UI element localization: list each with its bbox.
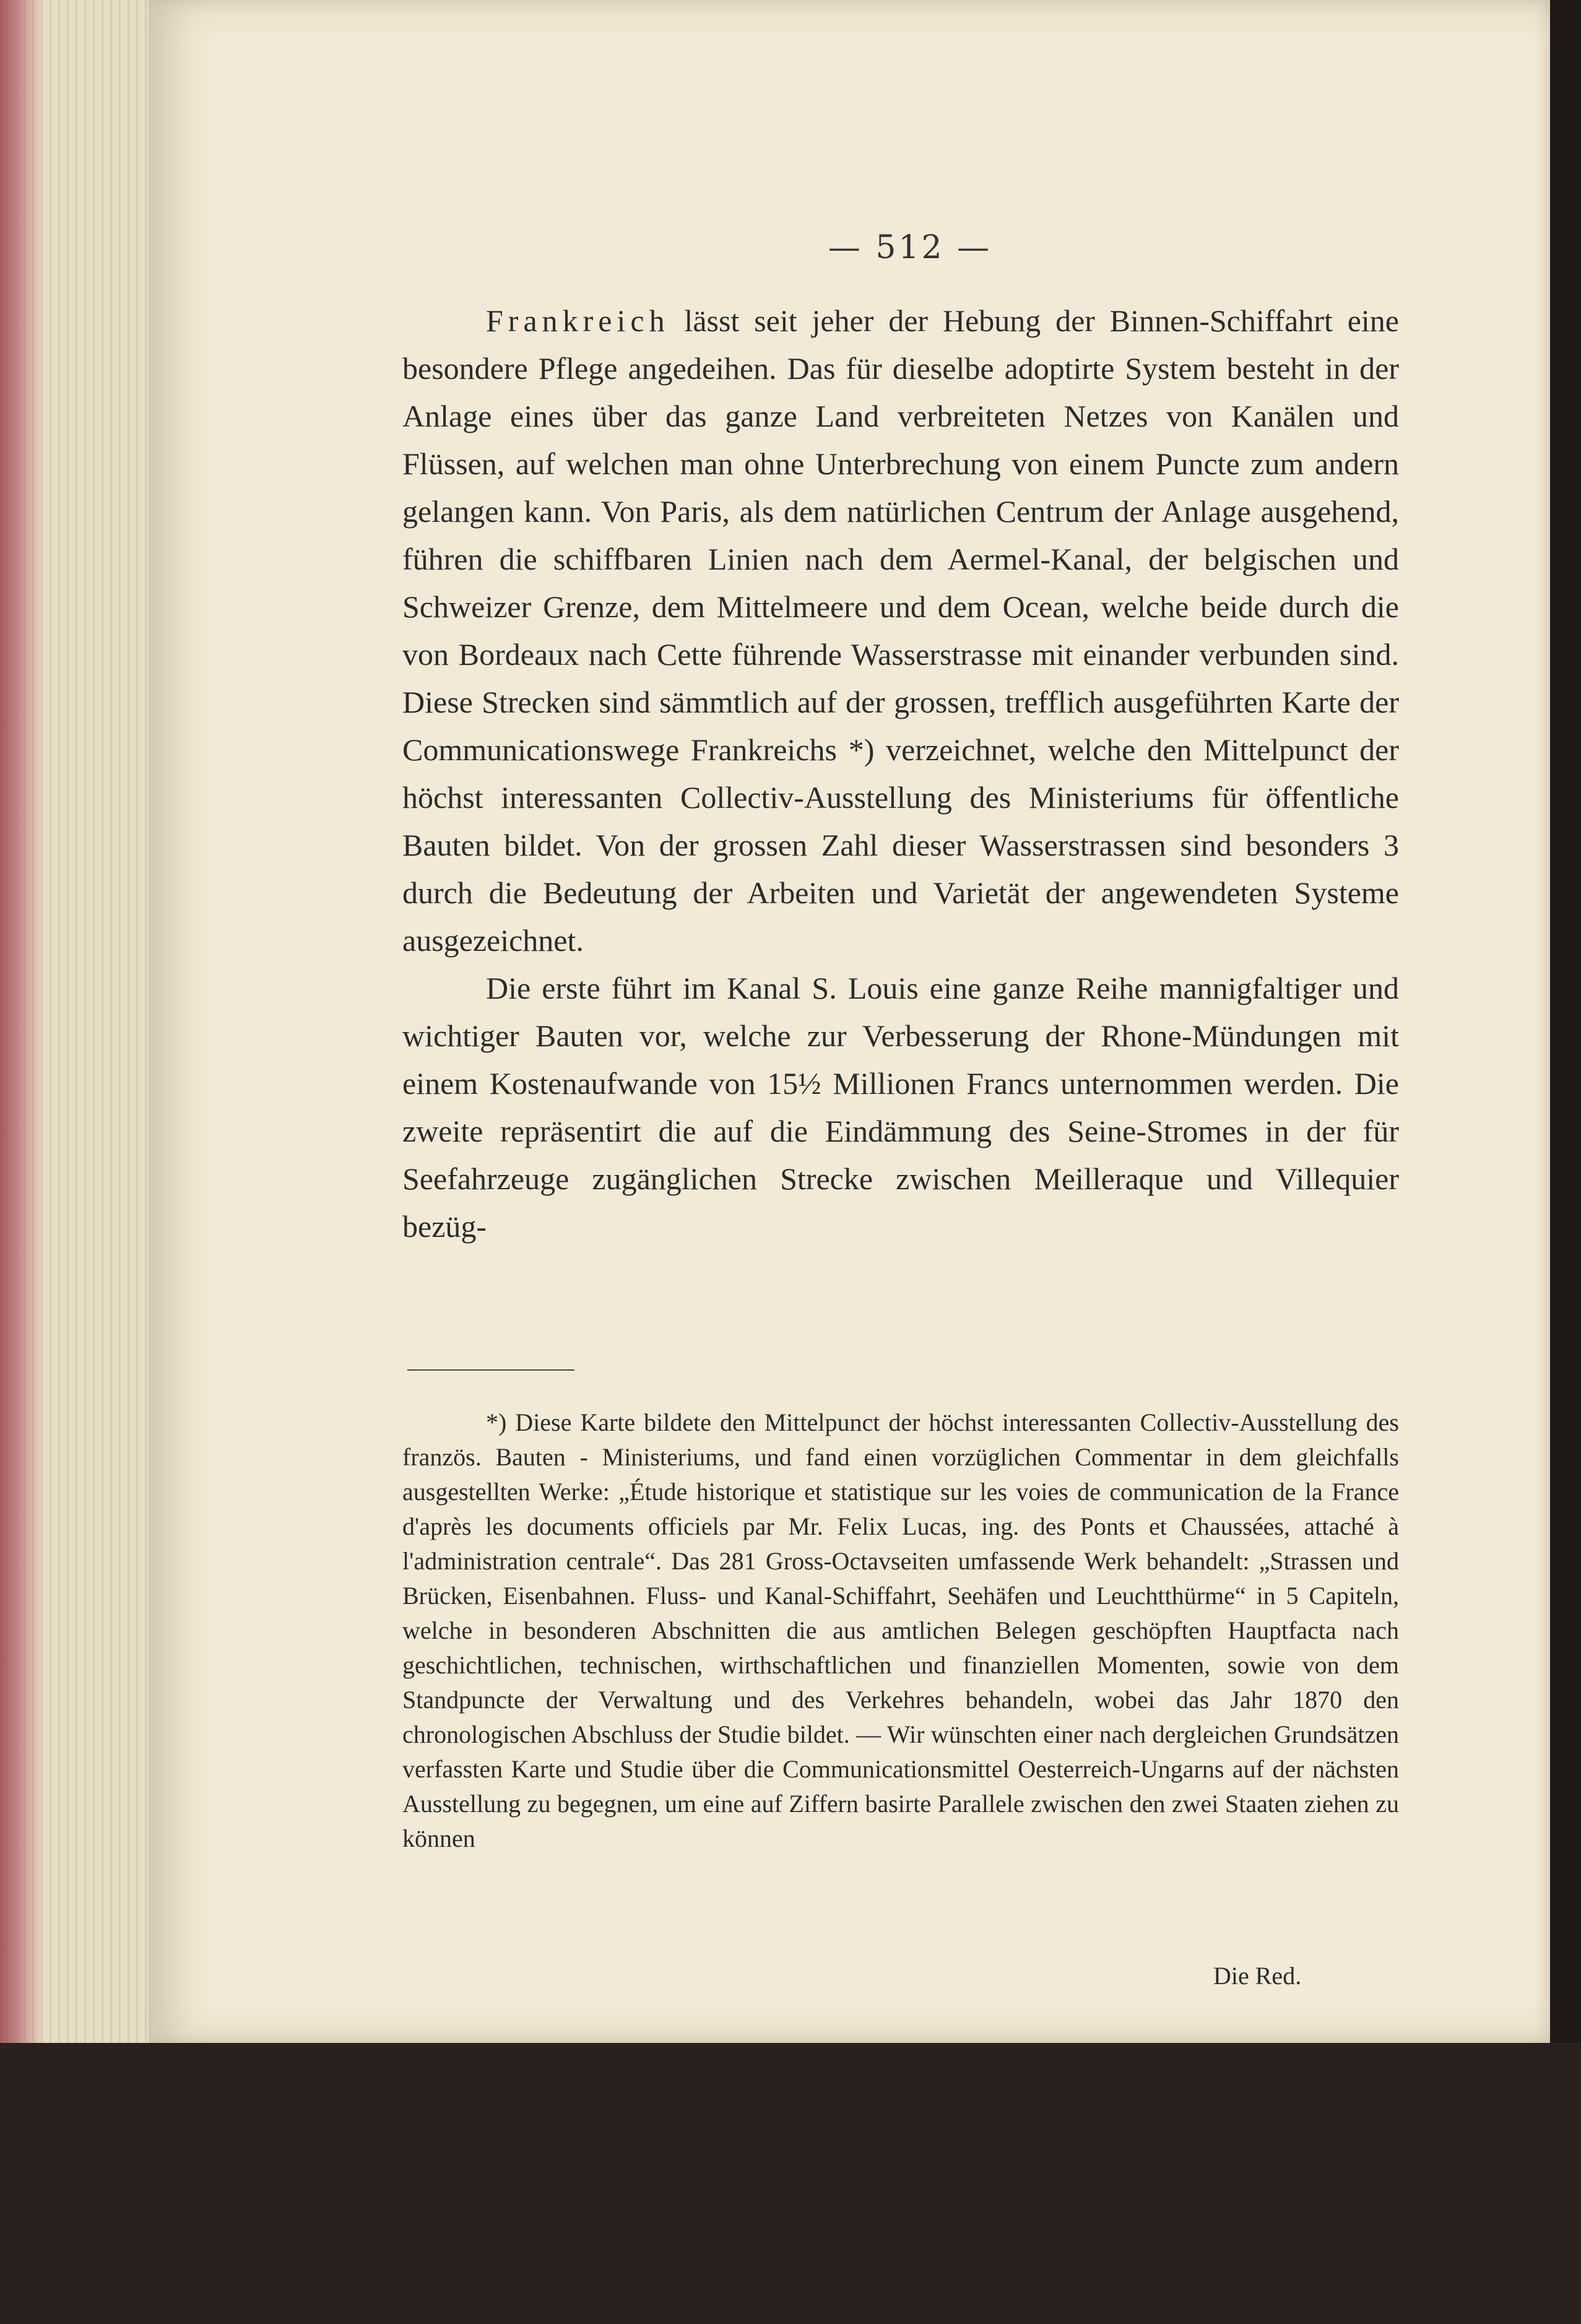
edge-stain bbox=[0, 0, 43, 2043]
paragraph-1 bbox=[402, 297, 1399, 965]
body-text bbox=[402, 297, 1399, 1251]
footnote-text: *) Diese Karte bildete den Mittelpunct der höchst interessanten Collectiv-Ausstellung des französ. Bauten - Ministeriums, und fand einen vorzüglichen Commentar in dem gleichfalls ausgestellten Werke: „Étude historique et statistique sur les voies de communication de la France d'après les documents officiels par Mr. Felix Lucas, ing. des Ponts et Chaussées, attaché à l'administration centrale“. Das 281 Gross-Octavseiten umfassende Werk behandelt: „Strassen und Brücken, Eisenbahnen. Fluss- und Kanal-Schiffahrt, Seehäfen und Leuchtthürme“ in 5 Capiteln, welche in besonderen Abschnitten die aus amtlichen Belegen geschöpften Hauptfacta nach geschichtlichen, technischen, wirthschaftlichen und finanziellen Momenten, sowie von dem Standpuncte der Verwaltung und des Verkehres behandeln, wobei das Jahr 1870 den chronologischen Abschluss der Studie bildet. — Wir wünschten einer nach dergleichen Grundsätzen verfassten Karte und Studie über die Communicationsmittel Oesterreich-Ungarns auf der nächsten Ausstellung zu begegnen, um eine auf Ziffern basirte Parallele zwischen den zwei Staaten ziehen zu können bbox=[402, 1408, 1399, 1852]
bottom-margin-dark bbox=[0, 2043, 1581, 2324]
footnote bbox=[402, 1405, 1399, 1856]
paragraph-1-lead: Frankreich bbox=[486, 303, 670, 338]
paragraph-2: Die erste führt im Kanal S. Louis eine ganze Reihe mannigfaltiger und wichtiger Bauten vor, welche zur Verbesserung der Rhone-Mündungen mit einem Kostenaufwande von 15½ Millionen Francs unternommen werden. Die zweite repräsentirt die auf die Eindämmung des Seine-Stromes in der für Seefahrzeuge zugänglichen Strecke zwischen Meilleraque und Villequier bezüg- bbox=[402, 971, 1399, 1244]
footnote-signature: Die Red. bbox=[1213, 1962, 1302, 1990]
right-margin-dark bbox=[1550, 0, 1581, 2324]
paragraph-1-rest: lässt seit jeher der Hebung der Binnen-Schiffahrt eine besondere Pflege angedeihen. Das für dieselbe adoptirte System besteht in der Anlage eines über das ganze Land verbreiteten Netzes von Kanälen und Flüssen, auf welchen man ohne Unterbrechung von einem Puncte zum andern gelangen kann. Von Paris, als dem natürlichen Centrum der Anlage ausgehend, führen die schiffbaren Linien nach dem Aermel-Kanal, der belgischen und Schweizer Grenze, dem Mittelmeere und dem Ocean, welche beide durch die von Bordeaux nach Cette führende Wasserstrasse mit einander verbunden sind. Diese Strecken sind sämmtlich auf der grossen, trefflich ausgeführten Karte der Communicationswege Frankreichs *) verzeichnet, welche den Mittelpunct der höchst interessanten Collectiv-Ausstellung des Ministeriums für öffentliche Bauten bildet. Von der grossen Zahl dieser Wasserstrassen sind besonders 3 durch die Bedeutung der Arbeiten und Varietät der angewendeten Systeme ausgezeichnet. bbox=[402, 303, 1399, 958]
footnote-divider bbox=[407, 1369, 574, 1371]
page-edges bbox=[0, 0, 156, 2043]
page-number: — 512 — bbox=[828, 229, 992, 266]
